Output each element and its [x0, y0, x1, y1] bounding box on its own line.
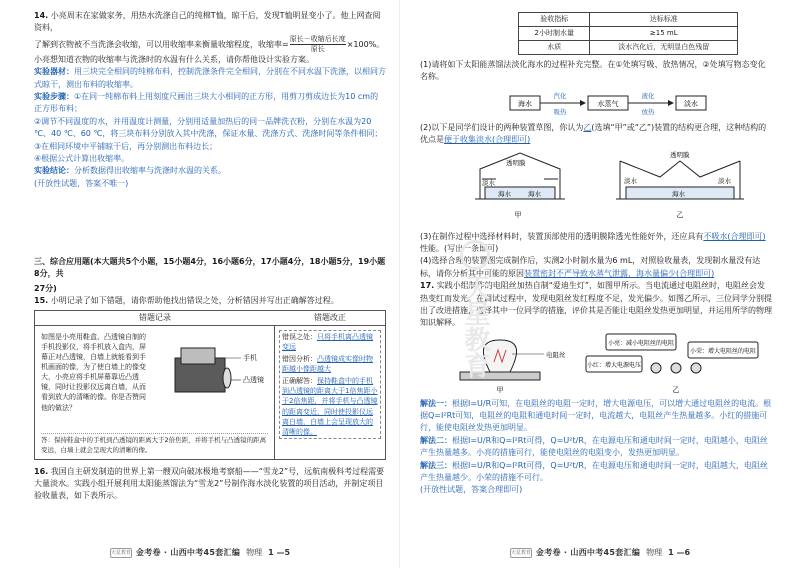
formula-tail: ×100%。 — [346, 39, 385, 49]
solution1-label: 解法一： — [420, 398, 452, 408]
fig-a-seawater-label-2: 海水 — [528, 189, 541, 198]
error-correction-cell — [275, 325, 385, 459]
conclusion-text: 分析数据得出收缩率与洗涤时水温的关系。 — [74, 166, 226, 176]
fig-b-seawater-label: 海水 — [672, 189, 685, 198]
formula-numerator: 原长－收缩后长度 — [289, 34, 346, 43]
table-row — [519, 27, 738, 41]
formula-denominator: 原长 — [310, 44, 325, 53]
solution2 — [420, 435, 772, 460]
edison-lamp-figure — [460, 340, 566, 394]
step3: ③在相同环境中平铺晾干后，再分别测出布料边长； — [34, 141, 218, 151]
q14-text2: 了解到衣物被不当洗涤会收缩，可以用收缩率来衡量收缩程度，收缩率= — [34, 39, 289, 49]
table-row — [519, 41, 738, 55]
q16-part2 — [420, 122, 772, 147]
error-record-table — [34, 310, 386, 460]
left-footer — [0, 546, 400, 560]
flow-box-seawater: 海水 — [518, 99, 532, 108]
footer-logo: 天星教育 — [510, 550, 531, 556]
q14-text — [34, 10, 386, 35]
flow-box-freshwater: 淡水 — [684, 99, 698, 108]
fig-17a-caption: 甲 — [496, 385, 504, 394]
q16-number: 16. — [34, 466, 49, 476]
q17-text — [420, 280, 772, 330]
q14-conclusion — [34, 165, 386, 177]
q17-illustration — [420, 332, 780, 396]
solution1-text: 根据I=U/R可知，在电阻丝的电阻一定时，增大电源电压，可以增大通过电阻丝的电流。根据Q=I²Rt可知，电阻丝的电阻和通电时间一定时，电流越大，电阻丝产生热量越多。小红的措施可行，能使电阻丝发热更加明显。 — [420, 398, 772, 433]
error-correction-header: 错题改正 — [314, 312, 346, 322]
table-cell: ≥15 mL — [590, 27, 738, 41]
q14-text1: 小亮周末在家做家务，用热水洗涤自己的纯棉T恤，晾干后，发现T恤明显变小了。他上网查阅资料， — [34, 11, 381, 33]
equip-label: 实验器材： — [34, 67, 74, 77]
lens-shape — [223, 368, 231, 388]
flow-step2-top: 液化 — [641, 91, 655, 100]
correction-box — [279, 330, 381, 439]
device-a — [475, 153, 565, 219]
right-page — [400, 0, 800, 568]
step2: ②调节不同温度的水，并用温度计测量，分别用适量加热后的同一品牌洗衣粉，分别在水温为20 ℃、40 ℃、60 ℃，将三块布料分别放入其中洗涤，保证水量、洗涤方式、洗涤时间等条件相同； — [34, 116, 383, 139]
spacer — [34, 190, 386, 254]
solution3 — [420, 460, 772, 485]
q16-3-answer: 不吸水(合理即可) — [703, 231, 766, 241]
reason-text: 凸透镜成实像时物距越小像距越大 — [282, 354, 373, 374]
q17-number: 17. — [420, 281, 435, 291]
fig-b-freshwater-label-2: 淡水 — [718, 176, 731, 185]
q14-number: 14. — [34, 11, 49, 20]
solution3-label: 解法三： — [420, 460, 452, 470]
q16-2-text-a: (2)以下是同学们设计的两种装置草图，你认为 — [420, 122, 584, 132]
reason-label: 错因分析： — [282, 354, 317, 363]
section3-title: 三、综合应用题(本大题共5个小题，15小题4分，16小题6分，17小题4分，18小题5分，19小题8分，共 — [34, 257, 386, 279]
resistance-wire-label: 电阻丝 — [546, 350, 566, 359]
projector-figure — [155, 338, 267, 408]
table-header-cell: 验收指标 — [519, 13, 590, 27]
student-icon — [671, 363, 681, 373]
solution2-text: 根据I=U/R和Q=I²Rt可得，Q=U²t/R，在电源电压和通电时间一定时，电阻越小，电阻丝产生热量越多。小亮的措施可行，能使电阻丝的电阻变小，发热更加明显。 — [420, 435, 768, 458]
student-icon — [691, 363, 701, 373]
conclusion-label: 实验结论： — [34, 166, 74, 176]
footer-title: 金考卷 · 山西中考45套汇编 — [135, 547, 241, 557]
footer-logo: 天星教育 — [110, 550, 131, 556]
error-record-cell — [35, 325, 275, 459]
fig-b-caption: 乙 — [676, 210, 684, 219]
fig-b-film-label: 透明膜 — [670, 150, 690, 159]
fig-a-freshwater-label: 淡水 — [482, 178, 495, 187]
right-column — [420, 10, 772, 497]
acceptance-table — [518, 12, 738, 55]
q14-note: (开放性试题，答案不唯一) — [34, 178, 129, 188]
correct-label: 正确解答： — [282, 377, 317, 386]
q14-equip — [34, 66, 386, 91]
fig-a-seawater-label: 海水 — [498, 189, 511, 198]
flow-step1-bottom: 吸热 — [553, 107, 567, 116]
q17-note: (开放性试题，答案合理即可) — [420, 485, 523, 495]
q16-text — [34, 466, 386, 503]
right-footer — [400, 546, 800, 560]
q16-part1: (1)请将如下太阳能蒸馏法淡化海水的过程补充完整。在①处填写吸、放热情况，②处填写物态变化名称。 — [420, 60, 766, 82]
phone-label: 手机 — [243, 353, 257, 362]
record-answer: 答：保持鞋盒中的手机到凸透镜的距离大于2倍焦距，并将手机与凸透镜的距离变远，白墙上就会呈现大的清晰的像。 — [41, 433, 268, 454]
q16-2-text-b: (选填“甲”或“乙”)装置的结构更合理，这种结构的优点是 — [420, 122, 767, 145]
flow-step2-bottom: 放热 — [641, 107, 655, 116]
footer-page-number: 1 —6 — [668, 547, 691, 557]
table-cell: 2小时制水量 — [519, 27, 590, 41]
footer-subject: 物理 — [246, 547, 263, 557]
footer-subject: 物理 — [646, 547, 663, 557]
q16-4-text: (4)选择合理的装置图完成制作后，实测2小时制水量为6 mL，对照验收量表，发现制水量没有达标，请你分析其中可能的原因 — [420, 256, 761, 278]
table-cell: 淡水汽化后，无明显白色残留 — [590, 41, 738, 55]
table-header-cell: 达标标准 — [590, 13, 738, 27]
q16-4-answer: 装置密封不严导致水蒸气泄露，海水量偏少(合理即可) — [524, 268, 715, 278]
record-text: 如图是小亮用鞋盒、凸透镜自制的手机投影仪，将手机放入盒内，屏幕正对凸透镜，白墙上就能看到手机画面的像，为了使白墙上的像变大，小亮应将手机屏幕靠近凸透镜，同时让投影仪远离白墙，从而看到放大的清晰的像。你是否赞同他的做法？ — [41, 332, 146, 412]
students-figure — [586, 334, 758, 394]
phone-shape — [181, 348, 215, 364]
q16-part3 — [420, 231, 772, 256]
q14-steps — [34, 91, 386, 116]
bubble-xiaoliang: 小亮：减小电阻丝的电阻 — [607, 339, 675, 347]
q17-figures — [420, 332, 772, 396]
table-cell: 水质 — [519, 41, 590, 55]
equip-text: 用三块完全相同的纯棉布料，控制洗涤条件完全相同，分别在不同水温下洗涤，以相同方式晾干，测出布料的收缩率。 — [34, 67, 386, 89]
q15-prompt: 小明记录了如下错题，请你帮助他找出错误之处，分析错因并写出正确解答过程。 — [50, 296, 339, 306]
watermark-text: 天星教育 — [460, 274, 490, 378]
q17-prompt: 实践小组制作的电阻丝加热自制“爱迪生灯”，如图甲所示。当电流通过电阻丝时，电阻丝会发热变红而发光。在调试过程中，发现电阻丝发红程度不足，发光偏少。如图乙所示，三位同学分别提出了改进措施，选择其中一位同学的措施，评价其是否能让电阻丝发热更加明显，并运用所学的物理知识解释。 — [420, 281, 772, 328]
error-record-header: 错题记录 — [139, 312, 171, 322]
process-flow — [508, 86, 772, 120]
flow-step1-top: 汽化 — [553, 91, 567, 100]
fig-17b-caption: 乙 — [672, 385, 680, 394]
q16-3-text-b: 性能。(写出一条即可) — [420, 243, 499, 253]
student-icon — [651, 363, 661, 373]
fig-b-freshwater-label: 淡水 — [624, 176, 637, 185]
q15-text — [34, 295, 386, 307]
q14-formula-line — [34, 35, 386, 54]
device-b — [616, 150, 744, 219]
q14-text3: 小亮想知道衣物的收缩率与洗涤时的水温有什么关系，请你帮他设计实验方案。 — [34, 54, 314, 64]
device-figures — [420, 149, 772, 229]
still-diagrams — [420, 149, 780, 229]
section3-title2: 27分) — [34, 283, 57, 293]
flow-box-vapor: 水蒸气 — [597, 99, 619, 108]
q16-prompt: 我国自主研发制造的世界上第一艘双向破冰极地考察船——“雪龙2”号，远航南极科考过程需要大量淡水。实践小组开展利用太阳能蒸馏法为“雪龙2”号制作海水淡化装置的项目活动，并制定项目验收量表，如下表所示。 — [34, 466, 385, 501]
lens-label: 凸透镜 — [243, 375, 264, 384]
solution1 — [420, 398, 772, 435]
wrong-label: 错误之处： — [282, 332, 317, 341]
bubble-xiaohong: 小红：增大电源电压 — [586, 361, 642, 369]
footer-page-number: 1 —5 — [268, 547, 291, 557]
q15-number: 15. — [34, 296, 49, 306]
step1: ①在同一纯棉布料上用刻度尺画出三块大小相同的正方形，用剪刀剪成边长为10 cm的正方形布料； — [34, 91, 379, 114]
q16-2-answer2: 便于收集淡水(合理即可) — [444, 135, 531, 145]
left-column — [34, 10, 386, 503]
q16-2-answer: 乙 — [583, 122, 592, 132]
steps-label: 实验步骤： — [34, 91, 74, 101]
flow-diagram — [508, 86, 728, 120]
q16-part4 — [420, 255, 772, 280]
wrong-text: 只将手机离凸透镜变远 — [282, 332, 373, 351]
table-header-row — [519, 13, 738, 27]
fig-a-caption: 甲 — [514, 210, 522, 219]
step4: ④根据公式计算出收缩率。 — [34, 153, 130, 163]
bubble-xiaorong: 小荣：增大电阻丝的电阻 — [689, 347, 757, 355]
projector-illustration — [155, 338, 267, 408]
solution3-text: 根据I=U/R和Q=I²Rt可得，Q=U²t/R，在电源电压和通电时间一定时，电阻越大，电阻丝产生热量越少。小荣的措施不可行。 — [420, 460, 768, 483]
q16-3-text-a: (3)在制作过程中选择材料时，装置顶部使用的透明膜除透光性能好外，还应具有 — [420, 231, 704, 241]
correct-text: 保持鞋盒中的手机到凸透镜的距离大于1倍焦距小于2倍焦距，并将手机与凸透镜的距离变近，同时使投影仪远离白墙，白墙上会呈现放大的清晰的像。 — [282, 377, 378, 436]
footer-title: 金考卷 · 山西中考45套汇编 — [535, 547, 641, 557]
fig-a-film-label: 透明膜 — [506, 158, 526, 167]
solution2-label: 解法二： — [420, 435, 452, 445]
